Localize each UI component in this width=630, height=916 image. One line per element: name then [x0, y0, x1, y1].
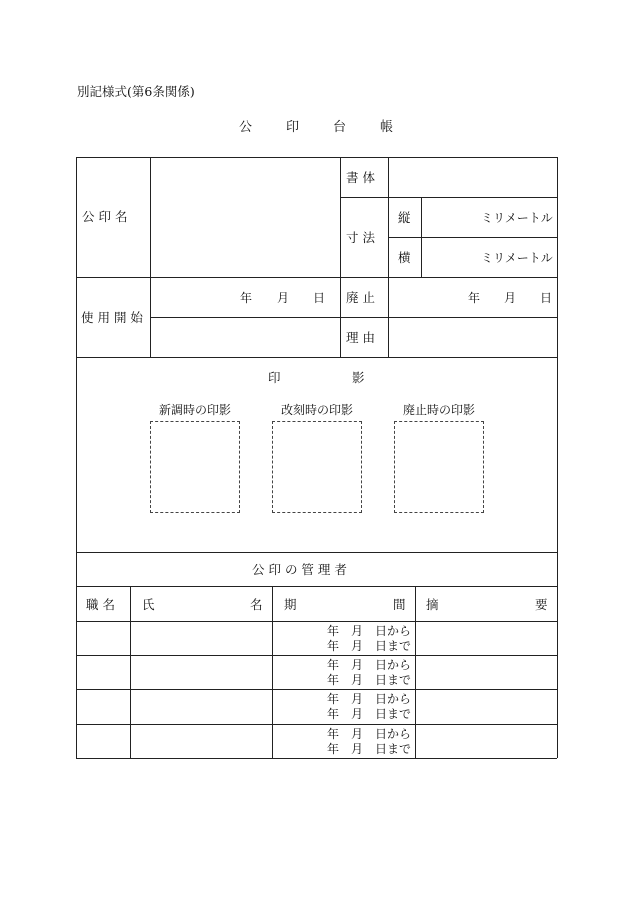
to-year: 年: [327, 639, 340, 653]
from-month: 月: [351, 624, 364, 638]
from-day: 日から: [375, 658, 412, 672]
title-char: 帳: [380, 120, 394, 135]
to-day: 日まで: [375, 707, 412, 721]
seal-box-shincho[interactable]: [150, 421, 240, 513]
yoko-unit: ミリメートル: [481, 251, 553, 265]
to-month: 月: [351, 742, 364, 756]
from-day: 日から: [375, 692, 412, 706]
from-year: 年: [327, 624, 340, 638]
to-month: 月: [351, 673, 364, 687]
from-day: 日から: [375, 624, 412, 638]
period-cell[interactable]: [273, 725, 414, 757]
from-year: 年: [327, 692, 340, 706]
header-yo: 要: [535, 597, 548, 612]
riyu-field[interactable]: [389, 318, 556, 356]
tekiyo-cell[interactable]: [416, 725, 556, 757]
to-year: 年: [327, 707, 340, 721]
period-cell[interactable]: [273, 690, 414, 723]
sunpo-label: 寸 法: [346, 230, 375, 245]
tate-label: 縦: [398, 210, 411, 225]
header-teki: 摘: [426, 597, 439, 612]
shoku-mei-cell[interactable]: [77, 690, 129, 723]
header-mei: 名: [250, 597, 263, 612]
to-year: 年: [327, 742, 340, 756]
from-month: 月: [351, 692, 364, 706]
period-cell[interactable]: [273, 622, 414, 654]
shimei-cell[interactable]: [131, 690, 271, 723]
form-label: 別記様式(第6条関係): [77, 84, 195, 99]
to-month: 月: [351, 707, 364, 721]
from-year: 年: [327, 727, 340, 741]
shimei-cell[interactable]: [131, 656, 271, 688]
from-month: 月: [351, 727, 364, 741]
shimei-cell[interactable]: [131, 622, 271, 654]
shoku-mei-cell[interactable]: [77, 725, 129, 757]
inei-char: 印: [268, 370, 281, 385]
shotai-label: 書 体: [346, 170, 375, 185]
shoku-mei-cell[interactable]: [77, 656, 129, 688]
riyu-label: 理 由: [346, 330, 375, 345]
kanrisha-title: 公 印 の 管 理 者: [252, 562, 347, 577]
header-ki: 期: [284, 597, 297, 612]
box-label-kaikoku: 改刻時の印影: [281, 403, 354, 417]
day-label: 日: [540, 291, 553, 305]
from-day: 日から: [375, 727, 412, 741]
title-char: 台: [333, 120, 347, 135]
seal-box-kaikoku[interactable]: [272, 421, 362, 513]
start-label: 使 用 開 始: [81, 310, 143, 325]
from-month: 月: [351, 658, 364, 672]
to-year: 年: [327, 673, 340, 687]
year-label: 年: [468, 291, 481, 305]
header-shi: 氏: [142, 597, 155, 612]
tekiyo-cell[interactable]: [416, 622, 556, 654]
box-label-shincho: 新調時の印影: [159, 403, 232, 417]
to-day: 日まで: [375, 639, 412, 653]
seal-box-haishi[interactable]: [394, 421, 484, 513]
tate-unit: ミリメートル: [481, 211, 553, 225]
year-label: 年: [240, 291, 253, 305]
title-char: 公: [239, 120, 253, 135]
header-kan: 間: [393, 597, 406, 612]
haishi-label: 廃 止: [346, 290, 375, 305]
tekiyo-cell[interactable]: [416, 690, 556, 723]
month-label: 月: [277, 291, 290, 305]
inei-char: 影: [352, 370, 365, 385]
seal-name-field[interactable]: [151, 158, 339, 276]
header-shoku-mei: 職 名: [86, 597, 115, 612]
from-year: 年: [327, 658, 340, 672]
shoku-mei-cell[interactable]: [77, 622, 129, 654]
to-month: 月: [351, 639, 364, 653]
box-label-haishi: 廃止時の印影: [403, 403, 476, 417]
seal-name-label: 公 印 名: [82, 209, 128, 224]
title-char: 印: [286, 120, 300, 135]
period-cell[interactable]: [273, 656, 414, 688]
yoko-label: 横: [398, 250, 411, 265]
shotai-field[interactable]: [389, 158, 556, 196]
to-day: 日まで: [375, 742, 412, 756]
day-label: 日: [313, 291, 326, 305]
to-day: 日まで: [375, 673, 412, 687]
tekiyo-cell[interactable]: [416, 656, 556, 688]
month-label: 月: [504, 291, 517, 305]
shimei-cell[interactable]: [131, 725, 271, 757]
